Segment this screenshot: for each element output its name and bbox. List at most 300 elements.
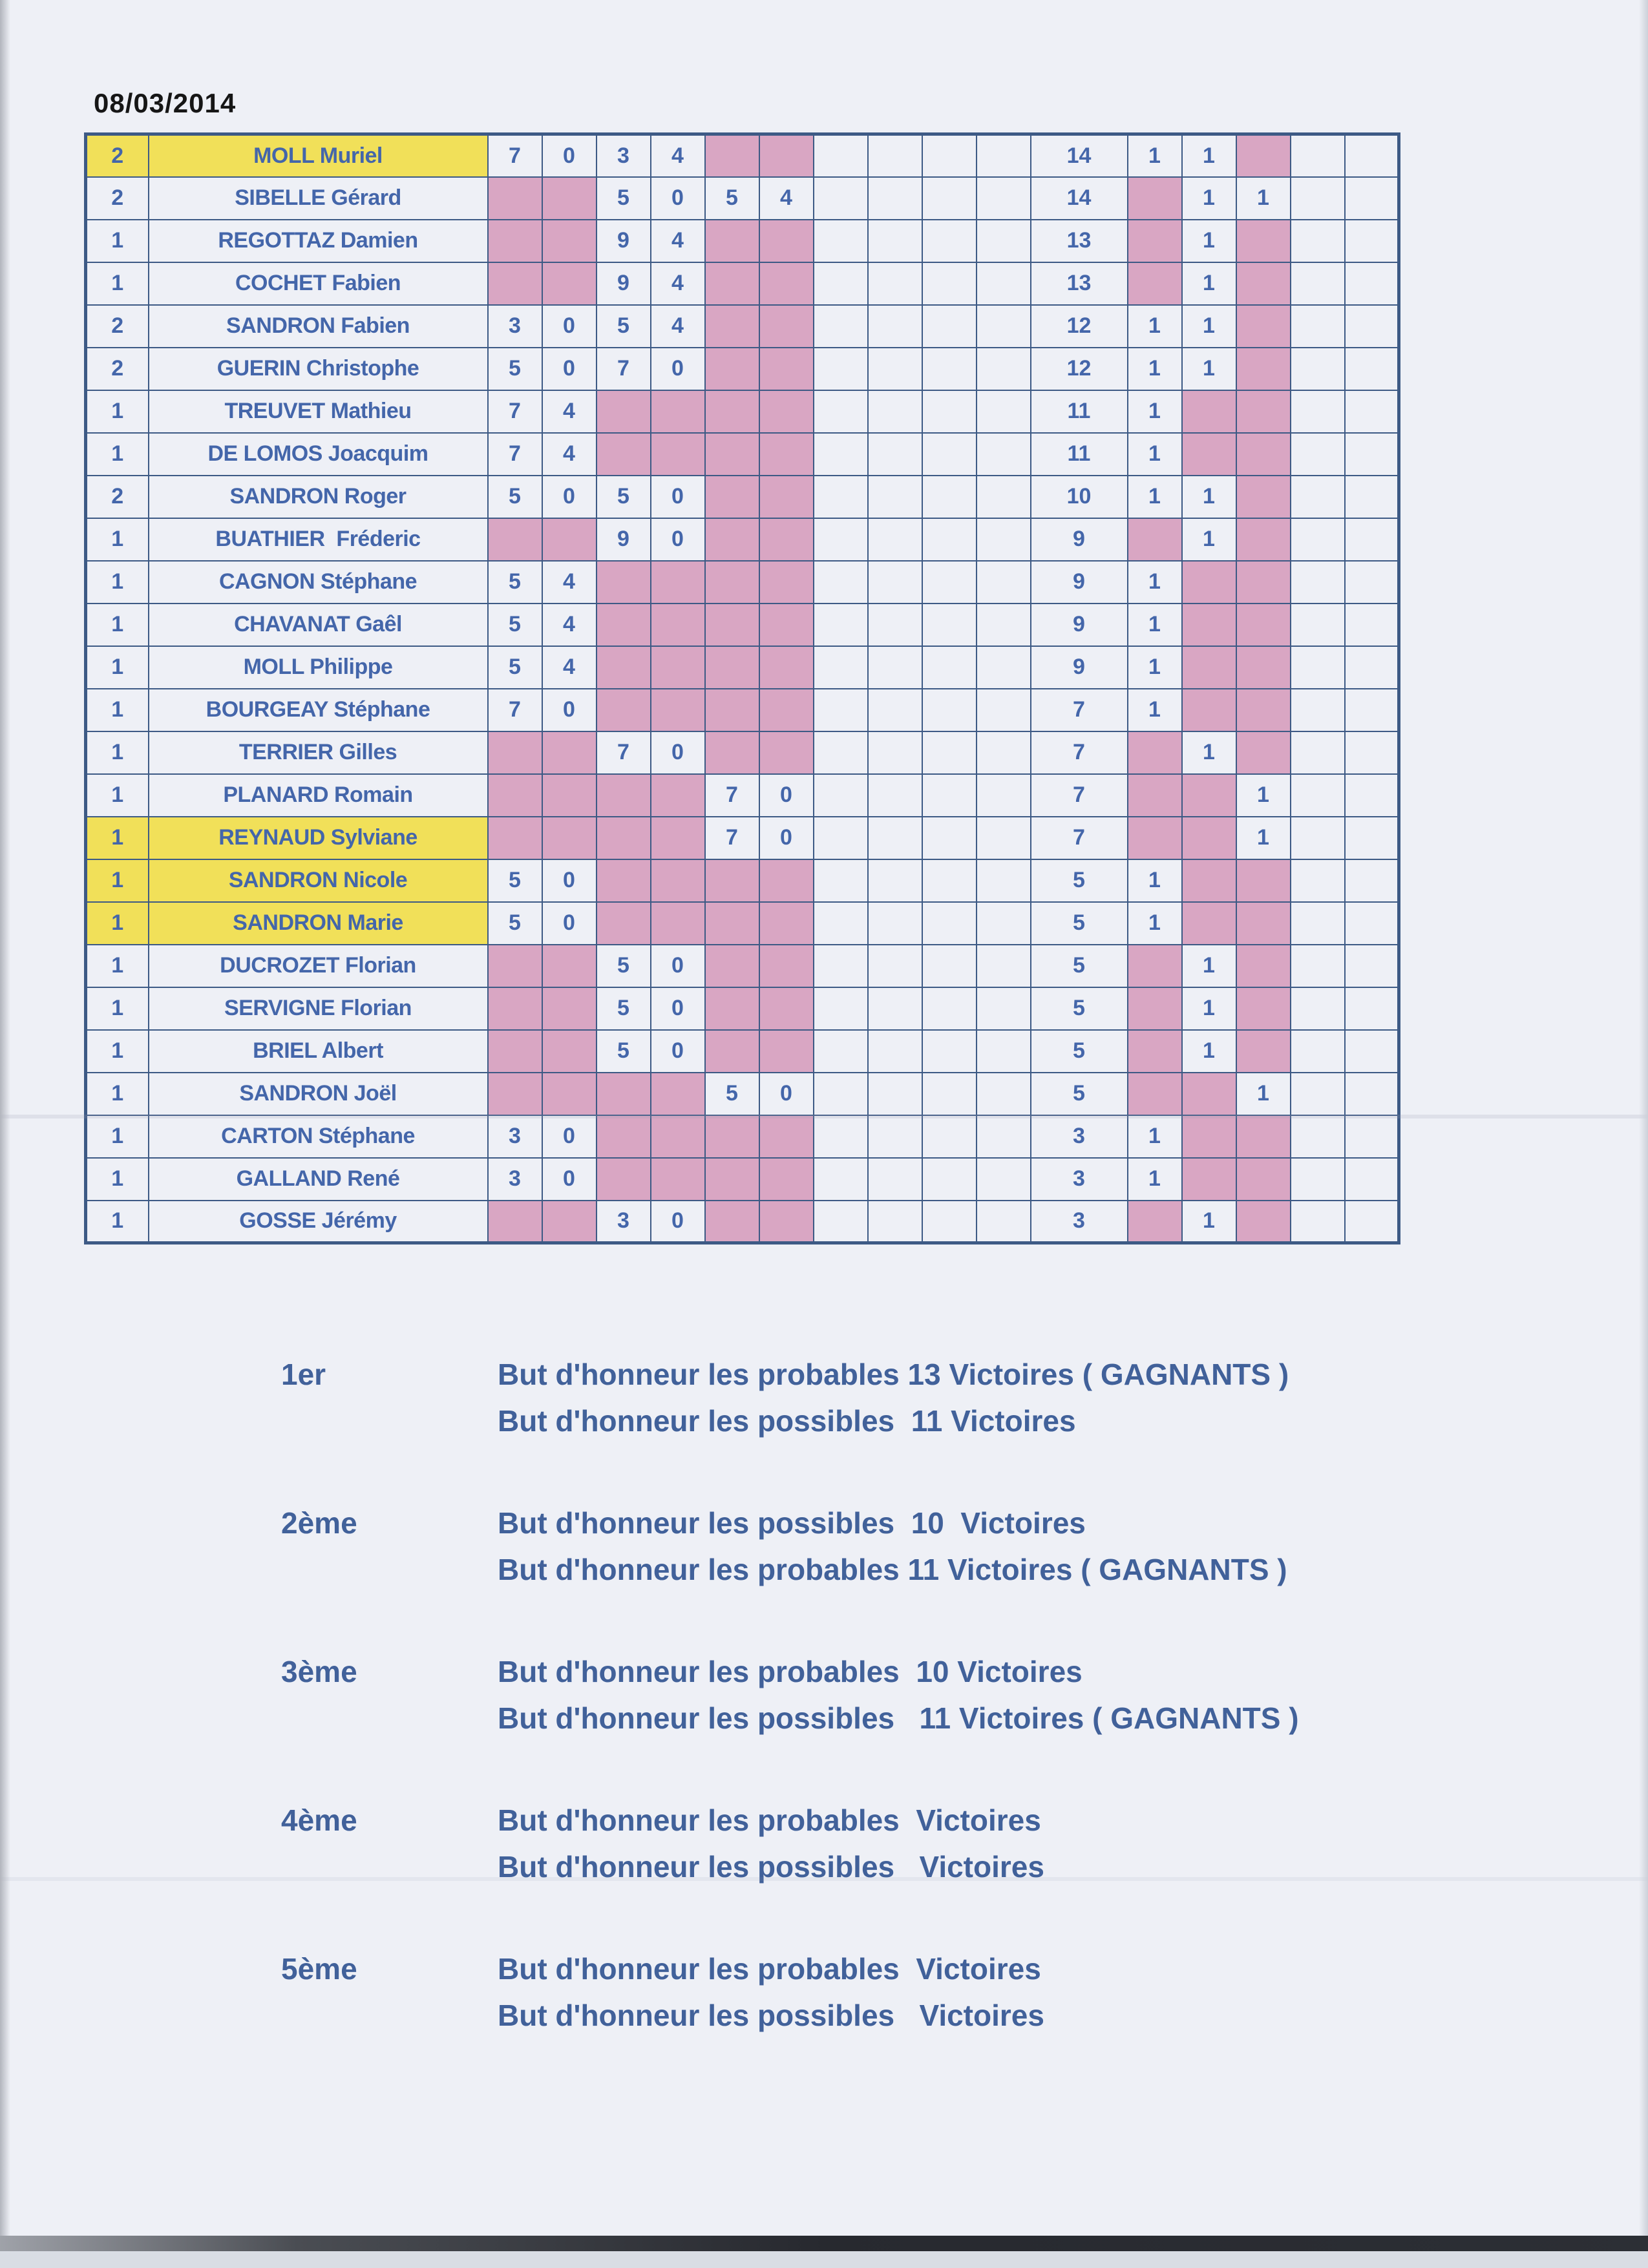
- score-cell: [542, 945, 597, 987]
- score-cell: [868, 348, 922, 390]
- prize-line: But d'honneur les probables Victoires: [498, 1803, 1041, 1837]
- score-cell: [922, 646, 977, 689]
- score-cell: [597, 561, 651, 604]
- score-cell: [814, 945, 868, 987]
- score-cell: [922, 987, 977, 1030]
- table-row: [86, 987, 1399, 1030]
- score-cell: [759, 1158, 814, 1201]
- name-cell: GOSSE Jérémy: [149, 1201, 488, 1243]
- prize-line: But d'honneur les probables Victoires: [498, 1952, 1041, 1986]
- marker-cell: [1291, 390, 1345, 433]
- marker-cell: [1128, 177, 1182, 220]
- score-cell: [705, 348, 759, 390]
- marker-cell: [1345, 561, 1399, 604]
- score-cell: 5: [597, 177, 651, 220]
- marker-cell: 1: [1236, 1073, 1291, 1115]
- prize-rank-label: 2ème: [281, 1506, 357, 1540]
- score-cell: 0: [759, 1073, 814, 1115]
- marker-cell: 1: [1182, 262, 1236, 305]
- score-cell: [814, 817, 868, 859]
- score-cell: [542, 1073, 597, 1115]
- score-cell: [597, 774, 651, 817]
- score-cell: 5: [597, 476, 651, 518]
- score-cell: [759, 945, 814, 987]
- score-cell: [814, 689, 868, 731]
- total-cell: 5: [1031, 1030, 1128, 1073]
- marker-cell: [1291, 561, 1345, 604]
- score-cell: [705, 305, 759, 348]
- total-cell: 7: [1031, 689, 1128, 731]
- score-cell: [651, 1073, 705, 1115]
- score-cell: 0: [759, 774, 814, 817]
- score-cell: [977, 390, 1031, 433]
- score-cell: 4: [651, 305, 705, 348]
- rank-cell: 1: [86, 518, 149, 561]
- score-cell: [868, 1073, 922, 1115]
- name-cell: SERVIGNE Florian: [149, 987, 488, 1030]
- score-cell: [759, 902, 814, 945]
- table-row: [86, 390, 1399, 433]
- score-cell: 4: [759, 177, 814, 220]
- score-cell: [705, 945, 759, 987]
- marker-cell: 1: [1236, 774, 1291, 817]
- score-cell: [868, 817, 922, 859]
- score-cell: [814, 561, 868, 604]
- score-cell: [651, 859, 705, 902]
- score-cell: 0: [651, 476, 705, 518]
- table-row: [86, 817, 1399, 859]
- total-cell: 9: [1031, 646, 1128, 689]
- score-cell: 3: [597, 1201, 651, 1243]
- score-cell: [814, 1115, 868, 1158]
- score-cell: [705, 134, 759, 177]
- score-cell: [922, 1158, 977, 1201]
- score-cell: 3: [488, 1115, 542, 1158]
- prize-rank-label: 3ème: [281, 1655, 357, 1688]
- score-cell: 0: [651, 1030, 705, 1073]
- score-cell: [651, 604, 705, 646]
- marker-cell: [1345, 305, 1399, 348]
- total-cell: 10: [1031, 476, 1128, 518]
- marker-cell: [1291, 305, 1345, 348]
- score-cell: 5: [488, 646, 542, 689]
- marker-cell: [1291, 774, 1345, 817]
- marker-cell: [1182, 1073, 1236, 1115]
- rank-cell: 1: [86, 1073, 149, 1115]
- table-row: [86, 1030, 1399, 1073]
- marker-cell: 1: [1182, 134, 1236, 177]
- score-cell: [597, 604, 651, 646]
- score-cell: [651, 561, 705, 604]
- table-row: [86, 134, 1399, 177]
- rank-cell: 1: [86, 1201, 149, 1243]
- score-cell: [814, 774, 868, 817]
- marker-cell: [1291, 476, 1345, 518]
- score-cell: 4: [651, 134, 705, 177]
- score-cell: [651, 433, 705, 476]
- marker-cell: [1236, 604, 1291, 646]
- score-cell: [977, 689, 1031, 731]
- marker-cell: [1182, 1115, 1236, 1158]
- score-cell: [651, 1115, 705, 1158]
- score-cell: [759, 348, 814, 390]
- table-row: [86, 689, 1399, 731]
- marker-cell: [1345, 433, 1399, 476]
- score-cell: [922, 262, 977, 305]
- marker-cell: 1: [1128, 348, 1182, 390]
- total-cell: 5: [1031, 902, 1128, 945]
- name-cell: DUCROZET Florian: [149, 945, 488, 987]
- marker-cell: [1236, 518, 1291, 561]
- marker-cell: [1345, 390, 1399, 433]
- score-cell: [814, 1158, 868, 1201]
- score-cell: [977, 774, 1031, 817]
- score-cell: [868, 1201, 922, 1243]
- score-cell: [922, 1073, 977, 1115]
- score-cell: [868, 1115, 922, 1158]
- name-cell: GALLAND René: [149, 1158, 488, 1201]
- results-table: [84, 132, 1400, 1244]
- score-cell: 3: [488, 1158, 542, 1201]
- name-cell: REGOTTAZ Damien: [149, 220, 488, 262]
- score-cell: [814, 987, 868, 1030]
- score-cell: [542, 1030, 597, 1073]
- total-cell: 12: [1031, 305, 1128, 348]
- marker-cell: [1128, 1030, 1182, 1073]
- prize-rank-label: 5ème: [281, 1952, 357, 1986]
- marker-cell: [1236, 1030, 1291, 1073]
- rank-cell: 1: [86, 646, 149, 689]
- score-cell: [759, 1115, 814, 1158]
- marker-cell: [1291, 817, 1345, 859]
- score-cell: [922, 134, 977, 177]
- rank-cell: 1: [86, 817, 149, 859]
- score-cell: [814, 1201, 868, 1243]
- score-cell: 3: [597, 134, 651, 177]
- total-cell: 11: [1031, 390, 1128, 433]
- marker-cell: [1345, 774, 1399, 817]
- score-cell: [868, 689, 922, 731]
- rank-cell: 1: [86, 774, 149, 817]
- name-cell: MOLL Muriel: [149, 134, 488, 177]
- marker-cell: [1345, 1073, 1399, 1115]
- score-cell: [922, 518, 977, 561]
- score-cell: 0: [651, 518, 705, 561]
- marker-cell: [1236, 646, 1291, 689]
- score-cell: [488, 1201, 542, 1243]
- prize-line: But d'honneur les probables 10 Victoires: [498, 1655, 1083, 1688]
- rank-cell: 2: [86, 476, 149, 518]
- total-cell: 11: [1031, 433, 1128, 476]
- marker-cell: [1128, 817, 1182, 859]
- score-cell: [868, 646, 922, 689]
- rank-cell: 2: [86, 305, 149, 348]
- score-cell: [814, 1030, 868, 1073]
- score-cell: [814, 433, 868, 476]
- score-cell: [977, 859, 1031, 902]
- score-cell: 0: [651, 945, 705, 987]
- marker-cell: [1182, 433, 1236, 476]
- rank-cell: 1: [86, 1030, 149, 1073]
- name-cell: GUERIN Christophe: [149, 348, 488, 390]
- name-cell: CHAVANAT Gaêl: [149, 604, 488, 646]
- table-row: [86, 220, 1399, 262]
- marker-cell: [1291, 689, 1345, 731]
- score-cell: 7: [597, 348, 651, 390]
- marker-cell: [1345, 220, 1399, 262]
- total-cell: 9: [1031, 561, 1128, 604]
- score-cell: [977, 305, 1031, 348]
- score-cell: [597, 1115, 651, 1158]
- score-cell: [542, 731, 597, 774]
- marker-cell: 1: [1128, 689, 1182, 731]
- rank-cell: 1: [86, 987, 149, 1030]
- marker-cell: [1291, 220, 1345, 262]
- score-cell: [759, 476, 814, 518]
- marker-cell: 1: [1182, 1030, 1236, 1073]
- score-cell: [868, 262, 922, 305]
- marker-cell: [1345, 1030, 1399, 1073]
- name-cell: TERRIER Gilles: [149, 731, 488, 774]
- score-cell: [922, 476, 977, 518]
- marker-cell: 1: [1182, 987, 1236, 1030]
- score-cell: [977, 134, 1031, 177]
- score-cell: [814, 390, 868, 433]
- prize-rank-label: 4ème: [281, 1803, 357, 1837]
- total-cell: 13: [1031, 220, 1128, 262]
- score-cell: [868, 561, 922, 604]
- score-cell: [814, 731, 868, 774]
- score-cell: [759, 220, 814, 262]
- marker-cell: [1128, 1073, 1182, 1115]
- score-cell: [597, 689, 651, 731]
- marker-cell: [1236, 390, 1291, 433]
- marker-cell: [1345, 859, 1399, 902]
- marker-cell: [1236, 945, 1291, 987]
- total-cell: 5: [1031, 987, 1128, 1030]
- marker-cell: 1: [1128, 433, 1182, 476]
- score-cell: [488, 731, 542, 774]
- score-cell: [868, 945, 922, 987]
- score-cell: [922, 1030, 977, 1073]
- marker-cell: [1236, 262, 1291, 305]
- name-cell: CAGNON Stéphane: [149, 561, 488, 604]
- score-cell: [977, 1158, 1031, 1201]
- marker-cell: [1128, 945, 1182, 987]
- score-cell: [868, 859, 922, 902]
- score-cell: [868, 220, 922, 262]
- marker-cell: [1291, 177, 1345, 220]
- score-cell: [922, 177, 977, 220]
- score-cell: [759, 561, 814, 604]
- date-label: 08/03/2014: [94, 88, 237, 118]
- total-cell: 5: [1031, 859, 1128, 902]
- table-row: [86, 305, 1399, 348]
- score-cell: 4: [542, 433, 597, 476]
- name-cell: SANDRON Fabien: [149, 305, 488, 348]
- score-cell: 4: [651, 220, 705, 262]
- scanner-bed: [0, 2251, 1648, 2268]
- score-cell: [977, 561, 1031, 604]
- score-cell: [705, 390, 759, 433]
- score-cell: [705, 518, 759, 561]
- marker-cell: [1236, 731, 1291, 774]
- score-cell: 4: [651, 262, 705, 305]
- marker-cell: [1345, 476, 1399, 518]
- marker-cell: [1345, 1115, 1399, 1158]
- marker-cell: [1128, 987, 1182, 1030]
- score-cell: [977, 220, 1031, 262]
- name-cell: BRIEL Albert: [149, 1030, 488, 1073]
- marker-cell: [1345, 817, 1399, 859]
- total-cell: 9: [1031, 604, 1128, 646]
- marker-cell: 1: [1182, 305, 1236, 348]
- score-cell: [977, 731, 1031, 774]
- marker-cell: 1: [1128, 1115, 1182, 1158]
- score-cell: [597, 817, 651, 859]
- score-cell: 5: [488, 859, 542, 902]
- score-cell: [705, 1115, 759, 1158]
- score-cell: [922, 348, 977, 390]
- score-cell: [759, 1201, 814, 1243]
- score-cell: 9: [597, 262, 651, 305]
- score-cell: [705, 987, 759, 1030]
- score-cell: [977, 177, 1031, 220]
- score-cell: 7: [597, 731, 651, 774]
- score-cell: [542, 262, 597, 305]
- name-cell: PLANARD Romain: [149, 774, 488, 817]
- rank-cell: 1: [86, 1115, 149, 1158]
- score-cell: [814, 262, 868, 305]
- name-cell: REYNAUD Sylviane: [149, 817, 488, 859]
- marker-cell: [1345, 134, 1399, 177]
- rank-cell: 1: [86, 689, 149, 731]
- total-cell: 9: [1031, 518, 1128, 561]
- marker-cell: 1: [1182, 731, 1236, 774]
- marker-cell: 1: [1182, 476, 1236, 518]
- score-cell: [814, 1073, 868, 1115]
- marker-cell: [1236, 476, 1291, 518]
- marker-cell: [1291, 945, 1345, 987]
- score-cell: [814, 305, 868, 348]
- score-cell: 5: [488, 604, 542, 646]
- score-cell: [705, 220, 759, 262]
- table-row: [86, 945, 1399, 987]
- marker-cell: 1: [1128, 859, 1182, 902]
- table-row: [86, 476, 1399, 518]
- marker-cell: [1182, 902, 1236, 945]
- score-cell: 5: [597, 305, 651, 348]
- score-cell: [922, 945, 977, 987]
- table-row: [86, 262, 1399, 305]
- score-cell: [977, 987, 1031, 1030]
- rank-cell: 1: [86, 561, 149, 604]
- score-cell: [705, 1201, 759, 1243]
- score-cell: [759, 305, 814, 348]
- score-cell: [705, 859, 759, 902]
- marker-cell: [1291, 1030, 1345, 1073]
- fold-crease: [0, 1115, 1648, 1118]
- score-cell: [977, 476, 1031, 518]
- score-cell: 0: [542, 1115, 597, 1158]
- marker-cell: [1345, 1158, 1399, 1201]
- marker-cell: 1: [1128, 561, 1182, 604]
- score-cell: 7: [488, 134, 542, 177]
- score-cell: 0: [542, 1158, 597, 1201]
- marker-cell: [1291, 1201, 1345, 1243]
- score-cell: [651, 646, 705, 689]
- marker-cell: 1: [1182, 1201, 1236, 1243]
- score-cell: [868, 134, 922, 177]
- marker-cell: [1236, 902, 1291, 945]
- marker-cell: 1: [1236, 817, 1291, 859]
- score-cell: [868, 731, 922, 774]
- score-cell: [759, 689, 814, 731]
- marker-cell: [1182, 774, 1236, 817]
- marker-cell: 1: [1128, 646, 1182, 689]
- marker-cell: [1236, 1115, 1291, 1158]
- marker-cell: 1: [1182, 220, 1236, 262]
- score-cell: 0: [651, 177, 705, 220]
- marker-cell: [1128, 731, 1182, 774]
- score-cell: [705, 731, 759, 774]
- score-cell: [705, 1158, 759, 1201]
- score-cell: 5: [488, 902, 542, 945]
- score-cell: 5: [488, 348, 542, 390]
- table-row: [86, 646, 1399, 689]
- score-cell: 7: [705, 774, 759, 817]
- score-cell: 5: [705, 1073, 759, 1115]
- score-cell: [488, 262, 542, 305]
- score-cell: [597, 1158, 651, 1201]
- score-cell: [922, 1115, 977, 1158]
- score-cell: [542, 518, 597, 561]
- score-cell: [597, 646, 651, 689]
- score-cell: [868, 1158, 922, 1201]
- score-cell: [977, 902, 1031, 945]
- prize-line: But d'honneur les possibles 11 Victoires ( GAGNANTS ): [498, 1701, 1299, 1735]
- name-cell: SANDRON Roger: [149, 476, 488, 518]
- score-cell: [814, 348, 868, 390]
- marker-cell: [1182, 604, 1236, 646]
- score-cell: 0: [651, 731, 705, 774]
- score-cell: [922, 859, 977, 902]
- marker-cell: [1291, 646, 1345, 689]
- marker-cell: 1: [1128, 305, 1182, 348]
- rank-cell: 1: [86, 902, 149, 945]
- prize-rank-label: 1er: [281, 1358, 326, 1391]
- marker-cell: [1128, 262, 1182, 305]
- score-cell: 0: [542, 476, 597, 518]
- score-cell: 0: [542, 134, 597, 177]
- score-cell: [868, 390, 922, 433]
- marker-cell: 1: [1236, 177, 1291, 220]
- score-cell: [922, 731, 977, 774]
- marker-cell: [1291, 433, 1345, 476]
- marker-cell: [1236, 689, 1291, 731]
- marker-cell: [1291, 134, 1345, 177]
- score-cell: [705, 902, 759, 945]
- marker-cell: [1345, 1201, 1399, 1243]
- table-row: [86, 731, 1399, 774]
- score-cell: [814, 902, 868, 945]
- table-row: [86, 561, 1399, 604]
- marker-cell: [1291, 604, 1345, 646]
- prize-line: But d'honneur les possibles Victoires: [498, 1850, 1044, 1884]
- marker-cell: 1: [1182, 945, 1236, 987]
- fold-crease: [0, 1877, 1648, 1881]
- marker-cell: [1236, 987, 1291, 1030]
